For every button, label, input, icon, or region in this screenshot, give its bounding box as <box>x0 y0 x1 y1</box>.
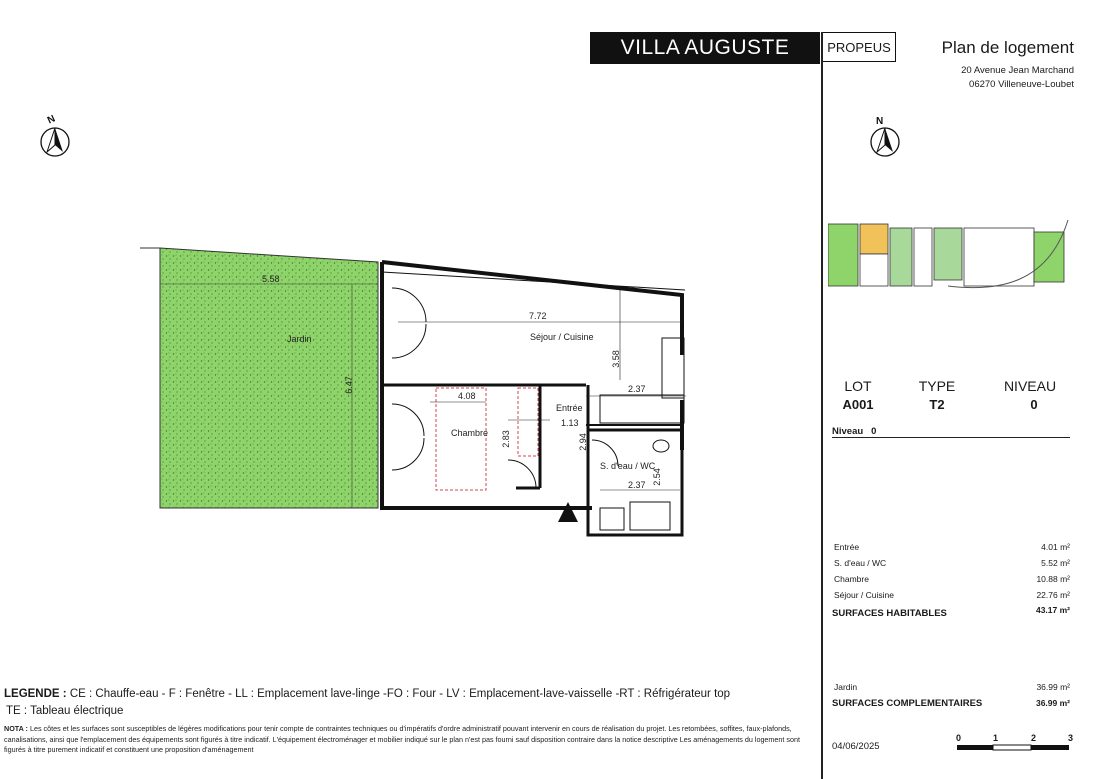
scale-bar <box>956 744 1074 752</box>
dimension-label: 4.08 <box>458 391 476 401</box>
brand-label: PROPEUS <box>822 32 896 62</box>
plan-date: 04/06/2025 <box>832 741 880 752</box>
surface-value: 10.88 m² <box>1036 574 1070 584</box>
room-label-bedroom: Chambre <box>451 428 489 438</box>
surface-value: 4.01 m² <box>1041 542 1070 552</box>
dimension-label: 5.58 <box>262 274 280 284</box>
room-label-garden: Jardin <box>287 334 312 344</box>
residence-title: VILLA AUGUSTE <box>590 32 820 64</box>
room-label-entrance: Entrée <box>556 403 583 413</box>
address-line-1: 20 Avenue Jean Marchand <box>961 65 1074 76</box>
niveau-label: NIVEAU <box>1003 378 1057 394</box>
lot-label: LOT <box>844 378 872 394</box>
surface-label: S. d'eau / WC <box>834 558 887 568</box>
dimension-label: 2.37 <box>628 480 646 490</box>
legend-text: CE : Chauffe-eau - F : Fenêtre - LL : Emplacement lave-linge -FO : Four - LV : Emplacement-lave-vaisselle -RT : Réfrigérateur top <box>69 688 731 700</box>
disclaimer-note <box>4 724 812 756</box>
comp-total-label: SURFACES COMPLEMENTAIRES <box>832 698 983 709</box>
scale-label: 1 <box>993 733 999 743</box>
dimension-label: 2.37 <box>628 384 646 394</box>
legend-line2: TE : Tableau électrique <box>6 705 124 717</box>
legend-title: LEGENDE : <box>4 688 67 700</box>
room-label-bathroom: S. d'eau / WC <box>600 461 656 471</box>
note-text: Les côtes et les surfaces sont susceptibles de légères modifications pour tenir compte de contraintes techniques ou d'impératifs d'ordre administratif pouvant intervenir en cours de réalisation du projet. Les retombées, soffites, faux-plafonds, canalisations, ainsi que l'emplacement des équipements sont figurés à titre indicatif. L'équipement électroménager et mobilier indiqué sur le plan n'est pas fourni sauf disposition contraire dans la notice descriptive Les aménagements du logement sont figurés à titre purement indicatif et constituent une proposition d'aménagement <box>4 724 800 754</box>
type-value: T2 <box>929 397 945 412</box>
level-underline <box>832 437 1070 438</box>
dimension-label: 6.47 <box>343 376 354 394</box>
north-letter: N <box>45 113 58 127</box>
comp-surface-label: Jardin <box>834 682 858 692</box>
scale-label: 3 <box>1068 733 1074 743</box>
dimension-label: 2.54 <box>651 468 662 486</box>
room-label-living: Séjour / Cuisine <box>530 332 594 342</box>
north-letter: N <box>876 116 884 127</box>
north-arrow-icon <box>866 114 906 160</box>
scale-label: 2 <box>1031 733 1037 743</box>
surfaces-total-label: SURFACES HABITABLES <box>832 608 947 619</box>
plan-title: Plan de logement <box>941 38 1074 57</box>
surface-label: Séjour / Cuisine <box>834 590 895 600</box>
note-label: NOTA : <box>4 724 28 733</box>
surface-label: Entrée <box>834 542 860 552</box>
address-line-2: 06270 Villeneuve-Loubet <box>969 79 1074 90</box>
surface-value: 5.52 m² <box>1041 558 1070 568</box>
dimension-label: 2.83 <box>500 430 511 448</box>
surface-value: 22.76 m² <box>1036 590 1070 600</box>
floor-plan <box>130 240 710 540</box>
north-arrow-icon <box>36 112 76 160</box>
comp-total-value: 36.99 m² <box>1035 698 1070 708</box>
dimension-label: 2.94 <box>577 433 588 451</box>
dimension-label: 7.72 <box>529 311 547 321</box>
scale-label: 0 <box>956 733 962 743</box>
surfaces-total-value: 43.17 m² <box>1035 605 1070 615</box>
dimension-label: 3.58 <box>610 350 621 368</box>
legend <box>4 686 814 720</box>
level-heading: Niveau 0 <box>832 426 877 437</box>
dimension-label: 1.13 <box>561 418 579 428</box>
type-label: TYPE <box>918 378 956 394</box>
surface-label: Chambre <box>834 574 869 584</box>
lot-value: A001 <box>842 397 874 412</box>
niveau-value: 0 <box>1030 397 1038 412</box>
key-plan-thumbnail <box>828 220 1076 292</box>
comp-surface-value: 36.99 m² <box>1036 682 1070 692</box>
